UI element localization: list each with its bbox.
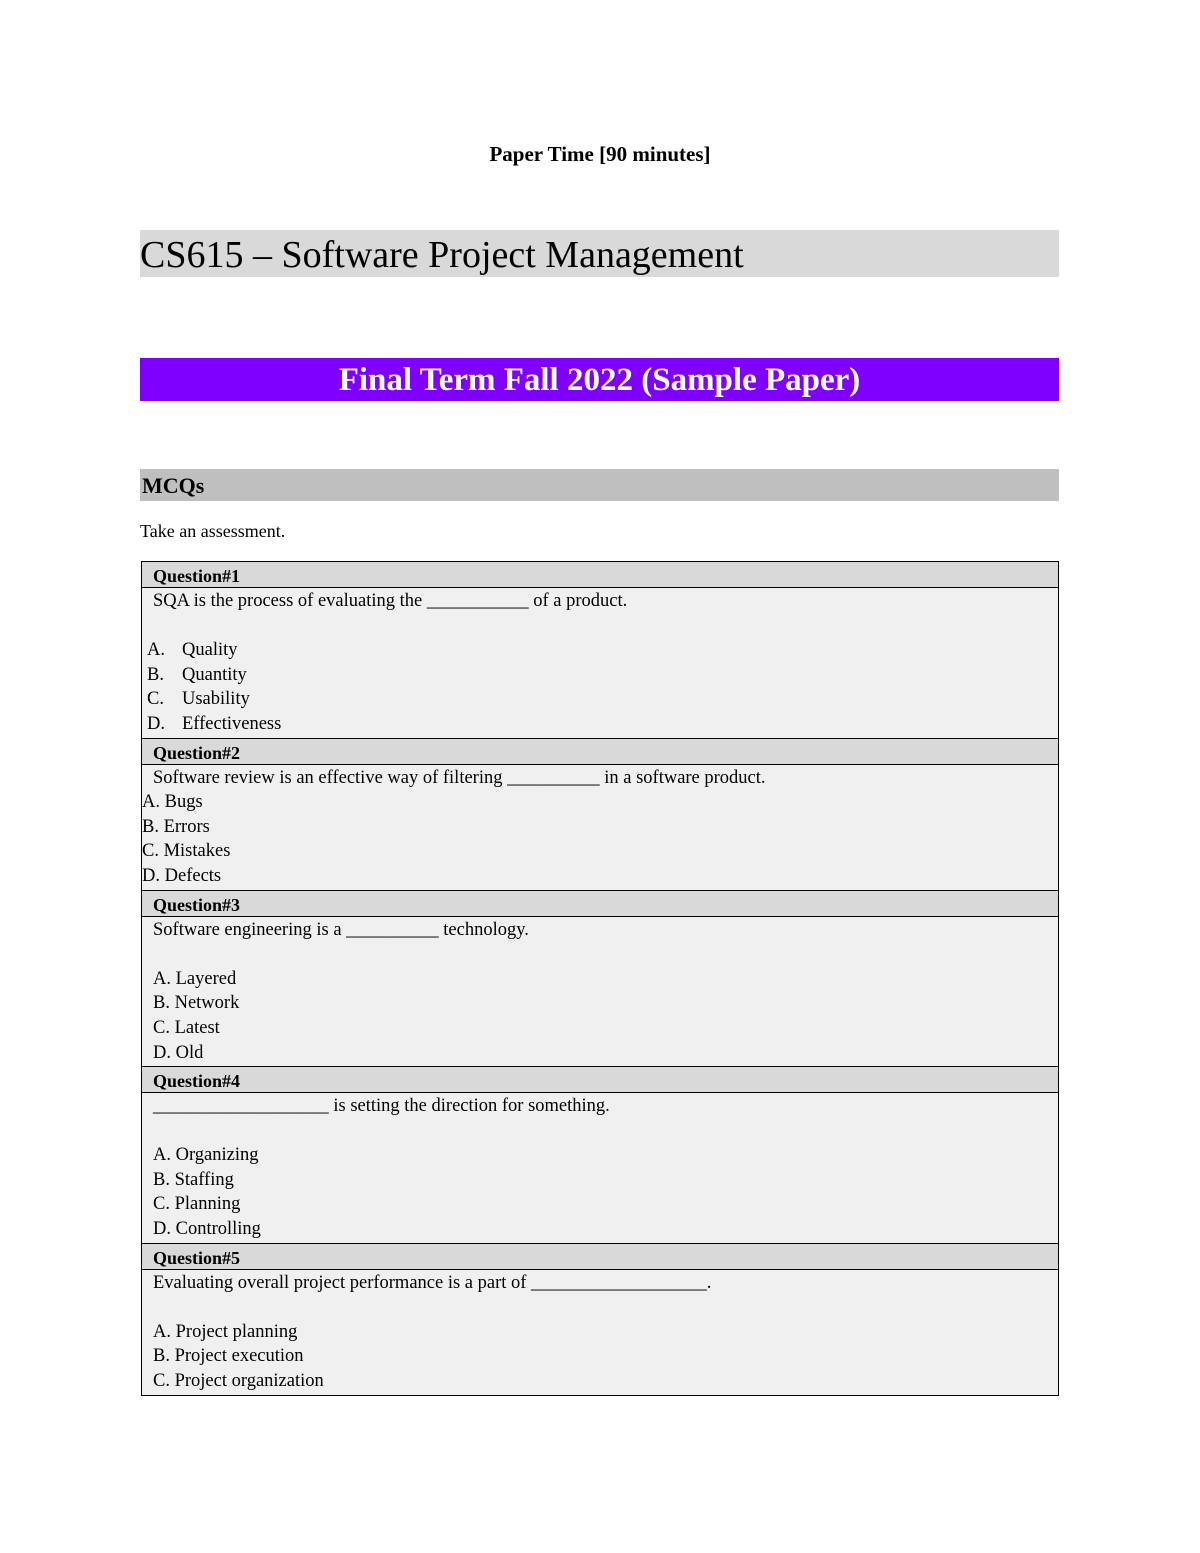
question-label: Question#1 bbox=[142, 562, 1058, 588]
option-letter: C. bbox=[147, 689, 164, 710]
question-label: Question#4 bbox=[142, 1067, 1058, 1093]
option-item bbox=[142, 1320, 1058, 1345]
question-label: Question#5 bbox=[142, 1244, 1058, 1270]
option-text: Project organization bbox=[174, 1371, 324, 1392]
option-text: Bugs bbox=[164, 792, 203, 813]
question-label: Question#2 bbox=[142, 739, 1058, 765]
option-text: Controlling bbox=[175, 1219, 261, 1240]
option-item bbox=[142, 712, 1058, 737]
paper-time-heading: Paper Time [90 minutes] bbox=[489, 142, 711, 166]
option-item bbox=[142, 1192, 1058, 1217]
option-letter: C. bbox=[142, 841, 159, 862]
question-text: SQA is the process of evaluating the ___________ of a product. bbox=[153, 591, 628, 611]
option-item bbox=[142, 1168, 1058, 1193]
option-letter: A. bbox=[153, 1321, 171, 1342]
section-heading-mcqs: MCQs bbox=[140, 469, 1059, 501]
option-item bbox=[142, 839, 1058, 864]
question-body bbox=[142, 1093, 1058, 1244]
option-item bbox=[142, 1369, 1058, 1394]
option-letter: A. bbox=[142, 792, 160, 813]
option-text: Quality bbox=[182, 640, 238, 661]
option-letter: A. bbox=[153, 1145, 171, 1166]
question-body bbox=[142, 588, 1058, 739]
option-text: Organizing bbox=[175, 1145, 259, 1166]
option-text: Layered bbox=[175, 968, 237, 989]
option-text: Quantity bbox=[182, 664, 247, 685]
option-item bbox=[142, 815, 1058, 840]
option-item bbox=[142, 967, 1058, 992]
option-text: Network bbox=[174, 993, 240, 1014]
option-text: Project planning bbox=[175, 1321, 298, 1342]
option-text: Old bbox=[175, 1042, 204, 1063]
option-letter: B. bbox=[147, 664, 164, 685]
option-letter: C. bbox=[153, 1194, 170, 1215]
option-item bbox=[142, 638, 1058, 663]
question-body bbox=[142, 917, 1058, 1068]
option-letter: C. bbox=[153, 1371, 170, 1392]
option-item bbox=[142, 1041, 1058, 1066]
option-item bbox=[142, 1217, 1058, 1242]
option-item bbox=[142, 687, 1058, 712]
option-text: Errors bbox=[163, 816, 210, 837]
option-text: Planning bbox=[174, 1194, 241, 1215]
option-text: Staffing bbox=[174, 1169, 234, 1190]
option-letter: D. bbox=[153, 1042, 171, 1063]
question-body bbox=[142, 1270, 1058, 1395]
option-letter: D. bbox=[153, 1219, 171, 1240]
option-letter: A. bbox=[153, 968, 171, 989]
term-banner: Final Term Fall 2022 (Sample Paper) bbox=[140, 358, 1059, 401]
questions-table bbox=[141, 561, 1059, 1396]
course-title: CS615 – Software Project Management bbox=[140, 230, 1059, 277]
question-label: Question#3 bbox=[142, 891, 1058, 917]
option-letter: D. bbox=[142, 865, 160, 886]
question-text: Software engineering is a __________ technology. bbox=[153, 919, 529, 940]
option-item bbox=[142, 991, 1058, 1016]
option-letter: B. bbox=[153, 1169, 170, 1190]
option-letter: A. bbox=[147, 640, 165, 661]
option-text: Defects bbox=[164, 865, 222, 886]
option-text: Project execution bbox=[174, 1346, 304, 1367]
question-body bbox=[142, 765, 1058, 891]
option-item bbox=[142, 1143, 1058, 1168]
question-text: Software review is an effective way of filtering __________ in a software product. bbox=[153, 767, 766, 788]
option-item bbox=[142, 790, 1058, 815]
question-text: Evaluating overall project performance is a part of ___________________. bbox=[153, 1272, 712, 1293]
option-item bbox=[142, 864, 1058, 889]
option-item bbox=[142, 1344, 1058, 1369]
option-letter: D. bbox=[147, 713, 165, 734]
option-letter: C. bbox=[153, 1017, 170, 1038]
option-text: Latest bbox=[174, 1017, 220, 1038]
option-letter: B. bbox=[142, 816, 159, 837]
option-text: Effectiveness bbox=[182, 713, 282, 734]
option-text: Mistakes bbox=[163, 841, 231, 862]
option-letter: B. bbox=[153, 993, 170, 1014]
option-item bbox=[142, 1016, 1058, 1041]
option-letter: B. bbox=[153, 1346, 170, 1367]
option-item bbox=[142, 663, 1058, 688]
question-text: ___________________ is setting the direction for something. bbox=[153, 1096, 610, 1117]
intro-text: Take an assessment. bbox=[140, 521, 286, 541]
option-text: Usability bbox=[182, 689, 250, 710]
